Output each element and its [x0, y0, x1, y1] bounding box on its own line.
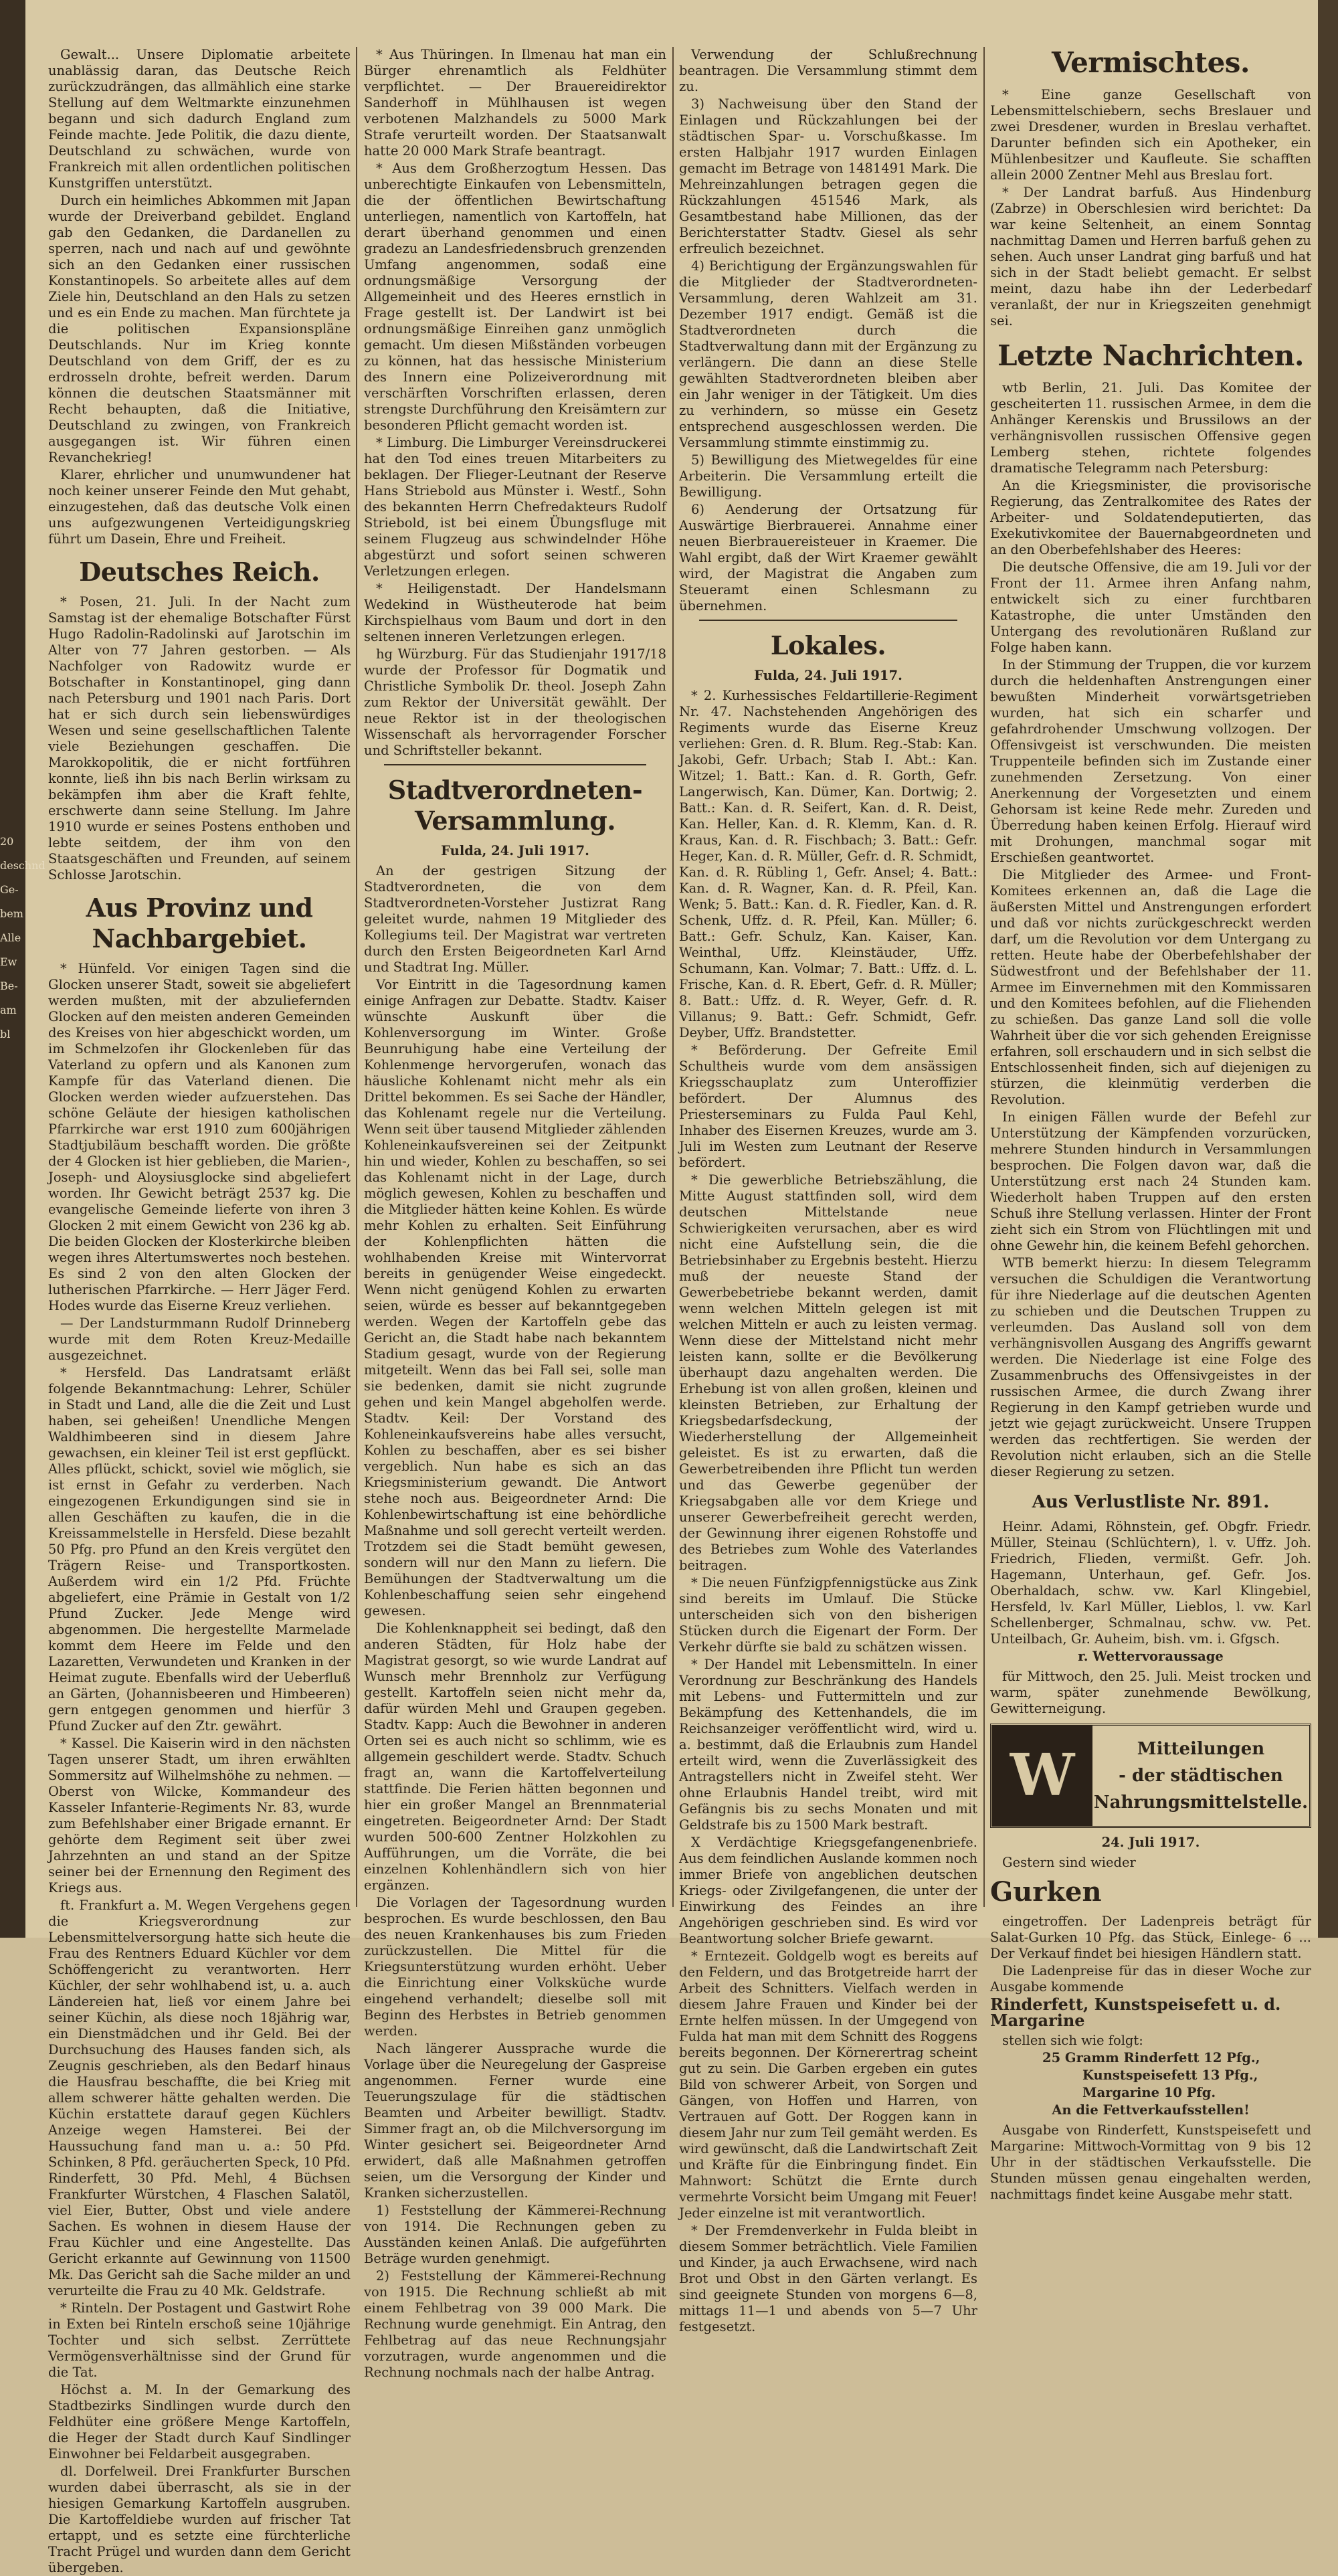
margin-fragment: Ge-	[0, 883, 19, 896]
article-paragraph: * Kassel. Die Kaiserin wird in den nächsten Tagen unserer Stadt, um ihren erwählten Sommersitz auf Wilhelmshöhe zu nehmen. — Oberst von Wilcke, Kommandeur des Kasseler Infanterie-Regiments Nr. 83, wurde zum Befehlshaber einer Brigade ernannt. Er gehörte dem Regiment seit über zwei Jahrzehnten an und stand an der Spitze seiner bei der Ernennung den Regiment des Kriegs aus.	[48, 1736, 351, 1896]
article-paragraph: Die Mitglieder des Armee- und Front-Komitees erkennen an, daß die Lage die äußersten Mittel und Anstrengungen erfordert und daß vor nichts zurückgeschreckt werden darf, um die Revolution vor dem Untergang zu retten. Heute habe der Oberbefehlshaber der Südwestfront und der Befehlshaber der 11. Armee im Einvernehmen mit den Kommissaren und den Komitees befohlen, auf die Fliehenden zu schießen. Das ganze Land soll die volle Wahrheit über die vor sich gehenden Ereignisse erfahren, soll erschaudern und in sich selbst die Entschlossenheit finden, sich auf diejenigen zu stürzen, die kleinmütig verderben die Revolution.	[990, 867, 1311, 1107]
notice-text: Gestern sind wieder	[1002, 1855, 1136, 1870]
notice-text: eingetroffen. Der Ladenpreis beträgt für Salat-Gurken 10 Pfg. das Stück, Einlege- 6 ... Der Verkauf findet bei hiesigen Händlern statt.	[990, 1914, 1311, 1961]
notice-box-title	[1092, 1726, 1309, 1826]
notice-title-line: Nahrungsmittelstelle.	[1093, 1792, 1309, 1813]
margin-fragment: bl	[0, 1028, 11, 1040]
right-page-edge	[1318, 0, 1338, 1938]
article-paragraph: Die Kohlenknappheit sei bedingt, daß den anderen Städten, für Holz habe der Magistrat gesorgt, so wie wurde Landrat auf Wunsch mehr Brennholz zur Verfügung gestellt. Kartoffeln seien nicht mehr da, dafür würden Mehl und Graupen gegeben. Stadtv. Kapp: Auch die Bewohner in anderen Orten sei es auch nicht so schlimm, wie es allgemein geschildert werde. Stadtv. Schuch fragt an, wann die Kartoffelverteilung stattfinde. Die Ferien hätten begonnen und hier ein großer Mangel an Brennmaterial eingetreten. Beigeordneter Arnd: Der Stadt wurden 500-600 Zentner Holzkohlen zu Aufführungen, um die Vorräte, die bei einzelnen Kohlenhändlern sich von hier ergänzen.	[364, 1621, 666, 1893]
article-paragraph: * Aus Thüringen. In Ilmenau hat man ein Bürger ehrenamtlich als Feldhüter verpflichtet. — Der Brauereidirektor Sanderhoff in Mühlhausen ist wegen verbotenen Malzhandels zu 5000 Mark Strafe verurteilt worden. Der Staatsanwalt hatte 20 000 Mark Strafe beantragt.	[364, 47, 666, 159]
city-emblem-icon: W	[992, 1726, 1092, 1826]
article-paragraph: Höchst a. M. In der Gemarkung des Stadtbezirks Sindlingen wurde durch den Feldhüter eine größere Menge Kartoffeln, die Heger der Stadt durch Kauf Sindlinger Einwohner bei Feldarbeit ausgegraben.	[48, 2382, 351, 2462]
article-paragraph: X Verdächtige Kriegsgefangenenbriefe. Aus dem feindlichen Auslande kommen noch immer Briefe von angeblichen deutschen Kriegs- oder Zivilgefangenen, die unter der Einwirkung des Feindes an ihre Angehörigen geschrieben sind. Es wird vor Beantwortung solcher Briefe gewarnt.	[679, 1835, 977, 1946]
section-heading-stadtverordneten: Stadtverordneten-Versammlung.	[387, 775, 643, 836]
article-paragraph: * Der Handel mit Lebensmitteln. In einer Verordnung zur Beschränkung des Handels mit Lebens- und Futtermitteln und zur Bekämpfung des Kettenhandels, die im Reichsanzeiger veröffentlicht wird, wird u. a. bestimmt, daß die Erlaubnis zum Handel erteilt wird, wenn die Zuverlässigkeit des Antragstellers nicht in Zweifel steht. Wer ohne Erlaubnis Handel treibt, wird mit Gefängnis bis zu sechs Monaten und mit Geldstrafe bis zu 1500 Mark bestraft.	[679, 1657, 977, 1833]
article-paragraph: 6) Aenderung der Ortsatzung für Auswärtige Bierbrauerei. Annahme einer neuen Bierbrauereisteuer in Kraemer. Die Wahl ergibt, daß der Wirt Kraemer gewählt wird, der Magistrat die Angaben zum Steueramt einen Schlesmann zu übernehmen.	[679, 502, 977, 614]
article-paragraph: * Der Landrat barfuß. Aus Hindenburg (Zabrze) in Oberschlesien wird berichtet: Da war keine Seltenheit, an einem Sonntag nachmittag Damen und Herren barfuß gehen zu sehen. Auch unser Landrat ging barfuß und hat sich in der Stadt beliebt gemacht. Er selbst meint, dazu habe ihn der Lederbedarf veranlaßt, der nur in Kriegszeiten genehmigt sei.	[990, 185, 1311, 329]
article-paragraph: * Erntezeit. Goldgelb wogt es bereits auf den Feldern, und das Brotgetreide harrt der Arbeit des Schnitters. Vielfach werden in diesem Jahre Frauen und Kinder bei der Ernte helfen müssen. In der Umgegend von Fulda hat man mit dem Schnitt des Roggens bereits begonnen. Der Körnerertrag scheint gut zu sein. Die Garben ergeben ein gutes Bild von schwerer Arbeit, von Sorgen und Gängen, von Hoffen und Harren, von Vertrauen auf Gott. Der Roggen kann in diesem Jahr nur zum Teil gemäht werden. Es wird gewünscht, daß die Landwirtschaft Zeit und Kräfte für die Einbringung findet. Ein Mahnwort: Schützt die Ernte durch vermehrte Vorsicht beim Umgang mit Feuer! Jeder einzelne ist mit verantwortlich.	[679, 1948, 977, 2221]
article-paragraph: — Der Landsturmmann Rudolf Drinneberg wurde mit dem Roten Kreuz-Medaille ausgezeichnet.	[48, 1315, 351, 1363]
notice-title-line: Mitteilungen	[1137, 1739, 1265, 1759]
article-paragraph: Gewalt... Unsere Diplomatie arbeitete unablässig daran, das Deutsche Reich zurückzudrängen, das allmählich eine starke Stellung auf dem Weltmarkte einzunehmen begann und sich dadurch England zum Feinde machte. Jede Politik, die dazu diente, Deutschland zu schwächen, wurde von Frankreich mit allen ordentlichen politischen Kunstgriffen unterstützt.	[48, 47, 351, 191]
column-rule	[672, 47, 674, 1907]
notice-fett-heading: Rinderfett, Kunstspeisefett u. d. Margarine	[990, 1995, 1281, 2030]
price-line: Margarine 10 Pfg.	[1082, 2085, 1216, 2100]
article-paragraph: Klarer, ehrlicher und unumwundener hat noch keiner unserer Feinde den Mut gehabt, einzugestehen, daß das deutsche Volk einen uns aufgezwungenen Verteidigungskrieg führt um Dasein, Ehre und Freiheit.	[48, 467, 351, 547]
column-rule	[983, 47, 985, 1907]
price-line: 25 Gramm Rinderfett 12 Pfg.,	[1042, 2050, 1260, 2065]
article-paragraph: dl. Dorfelweil. Drei Frankfurter Burschen wurden dabei überrascht, als sie in der hiesigen Gemarkung Kartoffeln ausgruben. Die Kartoffeldiebe wurden auf frischer Tat ertappt, und es setzte eine fürchterliche Tracht Prügel und wurden dann dem Gericht übergeben.	[48, 2464, 351, 2575]
margin-fragment: Alle	[0, 931, 21, 944]
notice-text: Ausgabe von Rinderfett, Kunstspeisefett und Margarine: Mittwoch-Vormittag von 9 bis 12 Uhr in der städtischen Verkaufsstelle. Die Stunden müssen genau eingehalten werden, nachmittags findet keine Ausgabe mehr statt.	[990, 2122, 1311, 2202]
dateline: Fulda, 24. Juli 1917.	[441, 843, 589, 858]
article-paragraph: * Die neuen Fünfzigpfennigstücke aus Zink sind bereits im Umlauf. Die Stücke unterscheiden sich von den bisherigen Stücken durch die Eigenart der Form. Der Verkehr dürfte sie bald zu schätzen wissen.	[679, 1575, 977, 1655]
article-paragraph: 2) Feststellung der Kämmerei-Rechnung von 1915. Die Rechnung schließt ab mit einem Fehlbetrag von 39 000 Mark. Die Rechnung wurde genehmigt. Ein Antrag, den Fehlbetrag auf das neue Rechnungsjahr vorzutragen, wurde angenommen und die Rechnung nochmals nach der halbe Antrag.	[364, 2268, 666, 2380]
margin-fragment: 20	[0, 835, 14, 848]
section-heading-deutsches-reich: Deutsches Reich.	[79, 557, 320, 587]
column-1	[48, 47, 351, 2575]
article-paragraph: 5) Bewilligung des Mietwegeldes für eine Arbeiterin. Die Versammlung erteilt die Bewilligung.	[679, 452, 977, 500]
article-paragraph: * Eine ganze Gesellschaft von Lebensmittelschiebern, sechs Breslauer und zwei Dresdener, wurden in Breslau verhaftet. Darunter befinden sich ein Apotheker, ein Mühlenbesitzer und Kaufleute. Sie schafften allein 2000 Zentner Mehl aus Breslau fort.	[990, 87, 1311, 183]
left-margin-fragments	[0, 830, 45, 1046]
article-paragraph: Verwendung der Schlußrechnung beantragen. Die Versammlung stimmt dem zu.	[679, 47, 977, 94]
notice-box	[990, 1724, 1311, 1828]
article-paragraph: Die Vorlagen der Tagesordnung wurden besprochen. Es wurde beschlossen, den Bau des neuen Krankenhauses bis zum Frieden zurückzustellen. Die Mittel für die Kriegsunterstützung wurden erhöht. Ueber die Einrichtung einer Volksküche wurde eingehend verhandelt; dieselbe soll mit Beginn des Herbstes in Betrieb genommen werden.	[364, 1895, 666, 2039]
article-paragraph: Vor Eintritt in die Tagesordnung kamen einige Anfragen zur Debatte. Stadtv. Kaiser wünschte Auskunft über die Kohlenversorgung im Winter. Große Beunruhigung habe eine Verteilung der Kohlenmenge hervorgerufen, wonach das häusliche Kohlenamt nicht mehr als ein Drittel bekommen. Es sei Sache der Händler, das Kohlenamt regele nur die Verteilung. Wenn seit über tausend Mitglieder zählenden Kohleneinkaufsvereinen sei der Zeitpunkt hin und wieder, Kohlen zu beschaffen, so sei das Kohlenamt nicht in der Lage, durch möglich gewesen, Kohlen zu beschaffen und die Mitglieder hätten keine Kohlen. Es würde mehr Kohlen zu erhalten. Seit Einführung der Kohlenpflichten hätten die wohlhabenden Kreise mit Wintervorrat bereits in genügender Weise eingedeckt. Wenn nicht genügend Kohlen zu erwarten seien, würde es besser auf bekanntgegeben werden. Wegen der Kartoffeln gebe das Gericht an, die Stadt habe nach bekanntem Stadium gesagt, wurde von der Regierung mitgeteilt. Wenn das bei Fall sei, solle man sie bedenken, damit sie nicht zugrunde gehen und kein Mangel abgeholfen werde. Stadtv. Keil: Der Vorstand des Kohleneinkaufsvereins habe alles versucht, Kohlen zu beschaffen, aber es sei bisher vergeblich. Nun habe es sich an das Kriegsministerium gewandt. Die Antwort stehe noch aus. Beigeordneter Arnd: Die Kohlenbewirtschaftung ist eine behördliche Maßnahme und soll gerecht verteilt werden. Trotzdem sei die Stadt bemüht gewesen, sondern will nur den Mann zu liefern. Die Bemühungen der Stadtverwaltung um die Kohlenbeschaffung seien sehr eingehend gewesen.	[364, 977, 666, 1619]
article-paragraph: Heinr. Adami, Röhnstein, gef. Obgfr. Friedr. Müller, Steinau (Schlüchtern), l. v. Uffz. Joh. Friedrich, Flieden, vermißt. Gefr. Joh. Hagemann, Unterhaun, gef. Gefr. Jos. Oberhaldach, schw. vw. Karl Klingebiel, Hersfeld, lv. Karl Müller, Lieblos, l. vw. Karl Schellenberger, Schmalnau, schw. vw. Pet. Unteilbach, Gr. Auheim, bish. vm. i. Gfgsch.	[990, 1519, 1311, 1647]
section-divider	[699, 620, 957, 621]
column-4	[990, 46, 1311, 2202]
section-heading-lokales: Lokales.	[770, 630, 886, 660]
article-paragraph: * Hünfeld. Vor einigen Tagen sind die Glocken unserer Stadt, soweit sie abgeliefert werden mußten, mit der abzuliefernden Glocken auf den meisten anderen Gemeinden des Kreises von hier abgeschickt worden, um im Schmelzofen ihr Glockenleben für das Vaterland zu opfern und als Kanonen zum Kampfe für das Vaterland dienen. Die Glocken werden wieder aufzuerstehen. Das schöne Geläute der hiesigen katholischen Pfarrkirche war erst 1910 zum 600jährigen Stadtjubiläum beschafft worden. Die größte der 4 Glocken ist hier geblieben, die Marien-, Joseph- und Aloysiusglocke sind abgeliefert worden. Ihr Gewicht beträgt 2537 kg. Die evangelische Gemeinde lieferte von ihren 3 Glocken 2 mit einem Gewicht von 236 kg ab. Die beiden Glocken der Klosterkirche bleiben wegen ihres Altertumswertes noch bestehen. Es sind 2 von den alten Glocken der lutherischen Pfarrkirche. — Herr Jäger Ferd. Hodes wurde das Eiserne Kreuz verliehen.	[48, 961, 351, 1313]
article-paragraph: An die Kriegsminister, die provisorische Regierung, das Zentralkomitee des Rates der Arbeiter- und Soldatendeputierten, das Exekutivkomitee der Bauernabgeordneten und an den Oberbefehlshaber des Heeres:	[990, 478, 1311, 557]
article-paragraph: ft. Frankfurt a. M. Wegen Vergehens gegen die Kriegsverordnung zur Lebensmittelversorgung hatte sich heute die Frau des Rentners Eduard Küchler vor dem Schöffengericht zu verantworten. Herr Küchler, der sehr wohlhabend ist, u. a. auch Ländereien hat, ließ vor einem Jahre bei seiner Küchin, als diese noch 18jährig war, ein Dienstmädchen und ihr Geld. Bei der Durchsuchung des Hauses fanden sich, als Zeugnis geschrieben, als den Bedarf hinaus die Hausfrau beschaffte, die bei Krieg mit allem schwerer hätte gehalten werden. Die Küchin erstattete darauf gegen Küchlers Anzeige wegen Hamsterei. Bei der Haussuchung fand man u. a.: 50 Pfd. Schinken, 8 Pfd. geräucherten Speck, 10 Pfd. Rinderfett, 30 Pfd. Mehl, 4 Büchsen Frankfurter Würstchen, 4 Flaschen Salatöl, viel Eier, Butter, Obst und viele andere Sachen. Es wohnen in diesem Hause der Frau Küchler und eine Angestellte. Das Gericht erkannte auf Gewinnung von 11500 Mk. Das Gericht sah die Sache milder an und verurteilte die Frau zu 40 Mk. Geldstrafe.	[48, 1898, 351, 2298]
notice-text: Die Ladenpreise für das in dieser Woche zur Ausgabe kommende	[990, 1963, 1311, 1995]
article-paragraph: wtb Berlin, 21. Juli. Das Komitee der gescheiterten 11. russischen Armee, in dem die Anhänger Kerenskis und Brussilows an der verhängnisvollen russischen Offensive gegen Lemberg stehen, richtete folgendes dramatische Telegramm nach Petersburg:	[990, 380, 1311, 476]
article-paragraph: * Heiligenstadt. Der Handelsmann Wedekind in Wüstheuterode hat beim Kirchspielhaus vom Baum und dort in den seltenen inneren Verletzungen erlegen.	[364, 581, 666, 644]
notice-text: stellen sich wie folgt:	[1002, 2033, 1143, 2048]
article-paragraph: * 2. Kurhessisches Feldartillerie-Regiment Nr. 47. Nachstehenden Angehörigen des Regiments wurde das Eiserne Kreuz verliehen: Gren. d. R. Blum. Reg.-Stab: Kan. Jakobi, Gefr. Urbach; Stab I. Abt.: Kan. Witzel; 1. Batt.: Kan. d. R. Gorth, Gefr. Langerwisch, Kan. Dümer, Kan. Dortwig; 2. Batt.: Kan. d. R. Seifert, Kan. d. R. Deist, Kan. Heller, Kan. d. R. Klemm, Kan. d. R. Kraus, Kan. d. R. Fischbach; 3. Batt.: Gefr. Heger, Kan. d. R. Müller, Gefr. d. R. Schmidt, Kan. d. R. Rübling 1, Gefr. Ansel; 4. Batt.: Kan. d. R. Wagner, Kan. d. R. Pfeil, Kan. Wenk; 5. Batt.: Kan. d. R. Fiedler, Kan. d. R. Schenk, Uffz. d. R. Pfeil, Kan. Müller; 6. Batt.: Gefr. Schulz, Kan. Kaiser, Kan. Weinthal, Uffz. Kleinstäuder, Uffz. Schumann, Kan. Volmar; 7. Batt.: Uffz. d. L. Frische, Kan. d. R. Ebert, Gefr. d. R. Müller; 8. Batt.: Uffz. d. R. Weyer, Gefr. d. R. Villanus; 9. Batt.: Gefr. Schmidt, Gefr. Deyber, Uffz. Brandstetter.	[679, 688, 977, 1040]
section-heading-vermischtes: Vermischtes.	[1051, 46, 1250, 79]
article-paragraph: hg Würzburg. Für das Studienjahr 1917/18 wurde der Professor für Dogmatik und Christliche Symbolik Dr. theol. Joseph Zahn zum Rektor der Universität gewählt. Der neue Rektor ist in der theologischen Wissenschaft als hervorragender Forscher und Schriftsteller bekannt.	[364, 646, 666, 758]
price-line: Kunstspeisefett 13 Pfg.,	[1082, 2067, 1258, 2083]
verlustliste-heading: Aus Verlustliste Nr. 891.	[1032, 1492, 1270, 1512]
notice-subheading: An die Fettverkaufsstellen!	[1052, 2102, 1250, 2118]
article-paragraph: An der gestrigen Sitzung der Stadtverordneten, die von dem Stadtverordneten-Vorsteher Justizrat Rang geleitet wurde, nahmen 19 Mitglieder des Kollegiums teil. Der Magistrat war vertreten durch den Ersten Beigeordneten Karl Arnd und Stadtrat Ing. Müller.	[364, 863, 666, 975]
margin-fragment: deschnd	[0, 859, 45, 872]
article-paragraph: Die deutsche Offensive, die am 19. Juli vor der Front der 11. Armee ihren Anfang nahm, entwickelt sich zu einer furchtbaren Katastrophe, die unter Umständen den Untergang des revolutionären Rußland zur Folge haben kann.	[990, 559, 1311, 655]
article-paragraph: * Hersfeld. Das Landratsamt erläßt folgende Bekanntmachung: Lehrer, Schüler in Stadt und Land, alle die die Zeit und Lust haben, sei geheißen! Unendliche Mengen Waldhimbeeren sind in diesem Jahre gewachsen, ein kleiner Teil ist erst gepflückt. Alles pflückt, schickt, soviel wie möglich, sie ist ernst in Gefahr zu verderben. Nach eingezogenen Erkundigungen sind sie in allen Geschäften zu kaufen, die in die Kreissammelstelle in Hersfeld. Diese bezahlt 50 Pfg. pro Pfund an den Kreis vergütet den Trägern Reise- und Transportkosten. Außerdem wird ein 1/2 Pfd. Früchte abgeliefert, eine Prämie in Gestalt von 1/2 Pfund Zucker. Jede Menge wird abgenommen. Die hergestellte Marmelade kommt dem Heere im Felde und den Lazaretten, Verwundeten und Kranken in der Heimat zugute. Ebenfalls wird der Ueberfluß an Gärten, (Johannisbeeren und Himbeeren) gern entgegen genommen und hierfür 3 Pfund Zucker auf den Ztr. gewährt.	[48, 1365, 351, 1734]
article-paragraph: 4) Berichtigung der Ergänzungswahlen für die Mitglieder der Stadtverordneten-Versammlung, deren Wahlzeit am 31. Dezember 1917 endigt. Gemäß ist die Stadtverordneten durch die Stadtverwaltung dann mit der Ergänzung zu verlängern. Die dann an diese Stelle gewählten Stadtverordneten bleiben aber ein Jahr weniger in der Tätigkeit. Um dies zu verhindern, so müsse ein Gesetz entsprechend ausgeschlossen werden. Die Versammlung stimmte einstimmig zu.	[679, 258, 977, 450]
notice-date: 24. Juli 1917.	[1101, 1835, 1200, 1850]
article-paragraph: * Beförderung. Der Gefreite Emil Schultheis wurde vom dem ansässigen Kriegsschauplatz zum Unteroffizier befördert. Der Alumnus des Priesterseminars zu Fulda Paul Kehl, Inhaber des Eisernen Kreuzes, wurde am 3. Juli im Westen zum Leutnant der Reserve befördert.	[679, 1042, 977, 1170]
margin-fragment: Ew	[0, 955, 17, 968]
notice-gurken: Gurken	[990, 1876, 1102, 1908]
article-paragraph: * Aus dem Großherzogtum Hessen. Das unberechtigte Einkaufen von Lebensmitteln, die der öffentlichen Bewirtschaftung unterliegen, namentlich von Kartoffeln, hat derart überhand genommen und einen gradezu an Landesfriedensbruch grenzenden Umfang angenommen, sodaß eine ordnungsmäßige Versorgung der Allgemeinheit und des Heeres ernstlich in Frage gestellt ist. Der Landwirt ist bei ordnungsmäßige Einreihen ganz unmöglich gemacht. Um diesen Mißständen vorbeugen zu können, hat das hessische Ministerium des Innern eine Polizeiverordnung mit verschärften Vorschriften erlassen, deren strengste Durchführung den Kreisämtern zur besonderen Pflicht gemacht worden ist.	[364, 161, 666, 433]
article-paragraph: In einigen Fällen wurde der Befehl zur Unterstützung der Kämpfenden vorzurücken, mehrere Stunden hindurch in Versammlungen besprochen. Die Folgen davon war, daß die Unterstützung erst nach 24 Stunden kam. Wiederholt haben Truppen auf den ersten Schuß ihre Stellung verlassen. Hinter der Front zieht sich ein Strom von Flüchtlingen mit und ohne Gewehr hin, die keinem Befehl gehorchen.	[990, 1109, 1311, 1253]
article-paragraph: WTB bemerkt hierzu: In diesem Telegramm versuchen die Schuldigen die Verantwortung für ihre Niederlage auf die deutschen Agenten zu schieben und die Deutschen Truppen zu verleumden. Das Ausland soll von dem verhängnisvollen Ausgang des Angriffs gewarnt werden. Die Niederlage ist eine Folge des Zusammenbruchs des Offensivgeistes in der russischen Armee, die durch Zwang ihrer Regierung in den Kampf getrieben wurde und jetzt wie gejagt zurückweicht. Unsere Truppen werden das rechtfertigen. Sie werden der Revolution nicht erlauben, sich an die Stelle dieser Regierung zu setzen.	[990, 1255, 1311, 1479]
section-heading-letzte-nachrichten: Letzte Nachrichten.	[997, 339, 1304, 372]
article-paragraph: Nach längerer Aussprache wurde die Vorlage über die Neuregelung der Gaspreise angenommen. Ferner wurde eine Teuerungszulage für die städtischen Beamten und Arbeiter bewilligt. Stadtv. Simmer fragt an, ob die Milchversorgung im Winter gesichert sei. Beigeordneter Arnd erwidert, daß alle Maßnahmen getroffen seien, um die Versorgung der Kinder und Kranken sicherzustellen.	[364, 2041, 666, 2201]
column-2	[364, 47, 666, 2380]
weather-heading: r. Wettervoraussage	[1078, 1649, 1224, 1664]
article-paragraph: * Posen, 21. Juli. In der Nacht zum Samstag ist der ehemalige Botschafter Fürst Hugo Radolin-Radolinski auf Jarotschin im Alter von 77 Jahren gestorben. — Als Nachfolger von Radowitz wurde er Botschafter in Konstantinopel, ging dann nach Petersburg und 1901 nach Paris. Dort hat er sich durch sein liebenswürdiges Wesen und seine gesellschaftlichen Talente viele Beziehungen geschaffen. Die Marokkopolitik, die er nicht fortführen konnte, ließ ihn bis nach Berlin wirksam zu bekämpfen ihm aber die Kraft fehlte, erschwerte dann seine Stellung. Im Jahre 1910 wurde er seines Postens enthoben und lebte seitdem, der ihm von den Staatsgeschäften und Freunden, auf seinem Schlosse Jarotschin.	[48, 594, 351, 883]
margin-fragment: bem	[0, 907, 23, 920]
weather-forecast: für Mittwoch, den 25. Juli. Meist trocken und warm, später zunehmende Bewölkung, Gewitterneigung.	[990, 1669, 1311, 1716]
dateline: Fulda, 24. Juli 1917.	[754, 668, 902, 683]
section-heading-provinz: Aus Provinz und Nachbargebiet.	[86, 893, 313, 953]
article-paragraph: * Die gewerbliche Betriebszählung, die Mitte August stattfinden soll, wird dem deutschen Mittelstande neue Schwierigkeiten verursachen, aber es wird nicht eine Aufstellung sein, die die Betriebsinhaber zu Ergebnis besteht. Hierzu muß der neueste Stand der Gewerbebetriebe bekannt werden, damit wenn welchen Mitteln gelegen ist mit welchen Mitteln er auch zu leisten vermag. Wenn diese der Mittelstand nicht mehr leisten kann, sollte er die Bevölkerung überhaupt dazu angehalten werden. Die Erhebung ist von allen großen, kleinen und kleinsten Betrieben, zur Erhaltung der Kriegsbedarfsdeckung, der Wiederherstellung der Allgemeinheit geleistet. Es ist zu erwarten, daß die Gewerbetreibenden ihre Pflicht tun werden und das Gewerbe gegenüber der Kriegsabgaben alle vor dem Kriege und unserer Gewerbefreiheit gerecht werden, der Gewinnung ihrer eigenen Rohstoffe und des Betriebes zum Wohle des Vaterlandes beitragen.	[679, 1172, 977, 1573]
column-rule	[356, 47, 357, 1907]
article-paragraph: * Der Fremdenverkehr in Fulda bleibt in diesem Sommer beträchtlich. Viele Familien und Kinder, ja auch Erwachsene, wird nach Brot und Obst in den Gärten verlangt. Es sind geeignete Stunden von morgens 6—8, mittags 11—1 und abends von 5—7 Uhr festgesetzt.	[679, 2223, 977, 2334]
article-paragraph: Durch ein heimliches Abkommen mit Japan wurde der Dreiverband gebildet. England gab den Gedanken, die Dardanellen zu sperren, nach und nach auf und gewöhnte sich an den Gedanken einer russischen Konstantinopels. So arbeitete alles auf dem Ziele hin, Deutschland an den Hals zu setzen und es ein Ende zu machen. Man fürchtete ja die politischen Expansionspläne Deutschlands. Nur im Krieg konnte Deutschland von dem Griff, der es zu erdrosseln drohte, befreit werden. Darum können die deutschen Staatsmänner mit Recht behaupten, daß die Initiative, Deutschland zu zwingen, von Frankreich ausgegangen ist. Wir führen einen Revanchekrieg!	[48, 193, 351, 465]
margin-fragment: am	[0, 1004, 17, 1016]
notice-title-line: - der städtischen	[1119, 1766, 1283, 1786]
article-paragraph: 3) Nachweisung über den Stand der Einlagen und Rückzahlungen bei der städtischen Spar- u. Vorschußkasse. Im ersten Halbjahr 1917 wurden Einlagen gemacht im Betrage von 1481491 Mark. Die Mehreinzahlungen betragen gegen die Rückzahlungen 451546 Mark, als Gesamtbestand habe Millionen, das der Berichterstatter Stadtv. Giesel als sehr erfreulich bezeichnet.	[679, 96, 977, 256]
article-paragraph: * Limburg. Die Limburger Vereinsdruckerei hat den Tod eines treuen Mitarbeiters zu beklagen. Der Flieger-Leutnant der Reserve Hans Striebold aus Münster i. Westf., Sohn des bekannten Herrn Chefredakteurs Rudolf Striebold, ist bei einem Übungsfluge mit seinem Flugzeug aus schwindelnder Höhe abgestürzt und sofort seinen schweren Verletzungen erlegen.	[364, 435, 666, 579]
article-paragraph: In der Stimmung der Truppen, die vor kurzem durch die heldenhaften Anstrengungen einer bewußten Minderheit vorwärtsgetrieben wurden, hat sich ein scharfer und gefahrdrohender Umschwung vollzogen. Der Offensivgeist ist verschwunden. Die meisten Truppenteile befinden sich im Zustande einer zunehmenden Zersetzung. Von einer Anerkennung der Vorgesetzten und einem Gehorsam ist keine Rede mehr. Zureden und Überredung haben keinen Erfolg. Hierauf wird mit Drohungen, manchmal sogar mit Erschießen geantwortet.	[990, 657, 1311, 865]
article-paragraph: 1) Feststellung der Kämmerei-Rechnung von 1914. Die Rechnungen geben zu Ausständen keinen Anlaß. Die aufgeführten Beträge wurden genehmigt.	[364, 2203, 666, 2266]
section-divider	[384, 764, 646, 765]
margin-fragment: Be-	[0, 980, 18, 992]
column-3	[679, 47, 977, 2334]
article-paragraph: * Rinteln. Der Postagent und Gastwirt Rohe in Exten bei Rinteln erschoß seine 10jährige Tochter und sich selbst. Zerrüttete Vermögensverhältnisse sind der Grund für die Tat.	[48, 2300, 351, 2380]
